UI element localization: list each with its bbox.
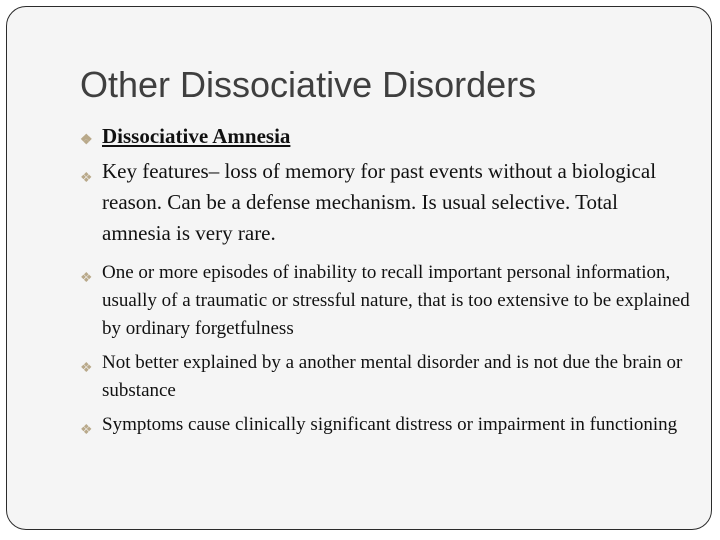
bullet-list xyxy=(80,123,690,439)
bullet-item xyxy=(80,259,690,343)
bullet-text: Not better explained by a another mental disorder and is not due the brain or substance xyxy=(102,352,683,401)
bullet-text: Dissociative Amnesia xyxy=(102,124,291,148)
bullet-text: Key features– loss of memory for past events without a biological reason. Can be a defense mechanism. Is usual selective. Total amnesia is very rare. xyxy=(102,159,657,245)
leaf-bullet-icon: ❖ xyxy=(80,171,93,186)
bullet-item xyxy=(80,411,690,439)
bullet-item xyxy=(80,123,690,149)
bullet-text: Symptoms cause clinically significant distress or impairment in functioning xyxy=(102,414,678,435)
leaf-bullet-icon: ❖ xyxy=(80,133,93,148)
bullet-text: One or more episodes of inability to recall important personal information, usually of a traumatic or stressful nature, that is too extensive to be explained by ordinary forgetfulness xyxy=(102,262,690,339)
bullet-item xyxy=(80,349,690,405)
leaf-bullet-icon: ❖ xyxy=(80,361,93,376)
slide xyxy=(6,6,712,530)
slide-title: Other Dissociative Disorders xyxy=(80,64,537,105)
bullet-item xyxy=(80,156,690,249)
leaf-bullet-icon: ❖ xyxy=(80,271,93,286)
leaf-bullet-icon: ❖ xyxy=(80,423,93,438)
